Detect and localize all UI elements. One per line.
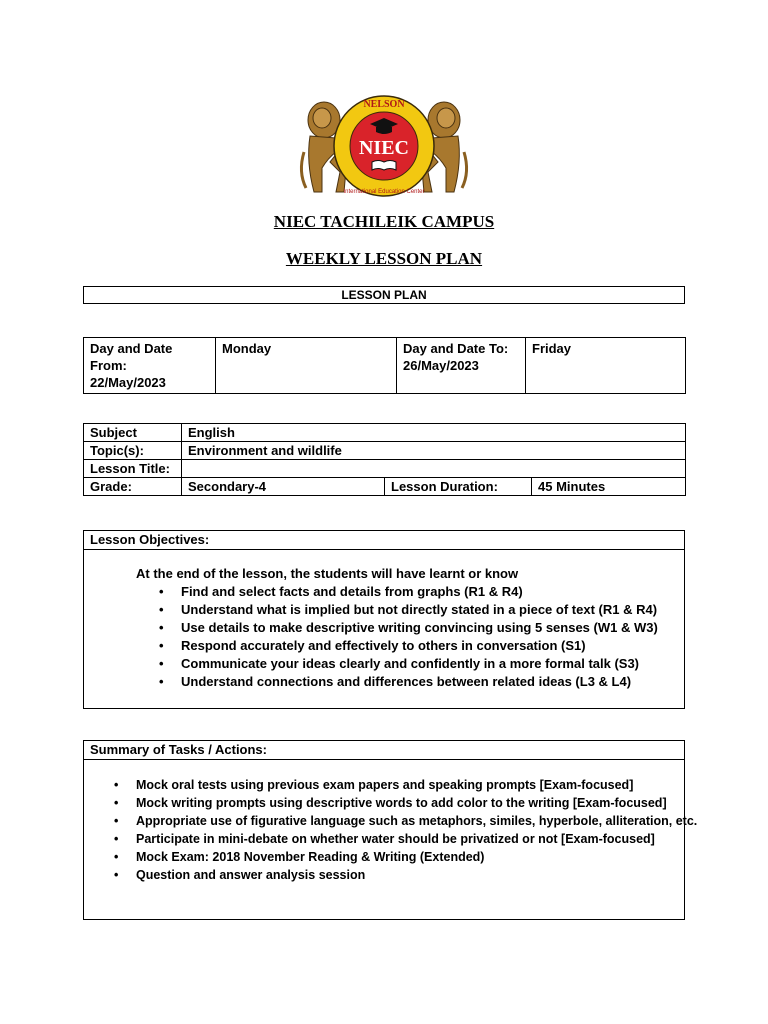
logo-center-text: NIEC — [358, 137, 410, 159]
to-day: Friday — [526, 338, 686, 394]
objectives-body — [136, 565, 658, 691]
bullet-icon: • — [114, 796, 119, 810]
bullet-icon: • — [114, 850, 119, 864]
bullet-icon: • — [114, 868, 119, 882]
tasks-label: Summary of Tasks / Actions: — [84, 741, 684, 760]
from-date: 22/May/2023 — [90, 375, 166, 390]
lesson-title-value — [182, 460, 686, 478]
objectives-label: Lesson Objectives: — [84, 531, 684, 550]
objective-item: • Understand what is implied but not directly stated in a piece of text (R1 & R4) — [159, 602, 658, 617]
plan-title: WEEKLY LESSON PLAN — [285, 249, 483, 268]
to-date: 26/May/2023 — [403, 358, 479, 373]
subject-value: English — [182, 424, 686, 442]
duration-value: 45 Minutes — [532, 478, 686, 496]
bullet-icon: • — [159, 674, 164, 689]
grade-label: Grade: — [84, 478, 182, 496]
bullet-icon: • — [114, 832, 119, 846]
dates-table — [83, 337, 686, 394]
task-item: • Appropriate use of figurative language such as metaphors, similes, hyperbole, alliteration, etc. — [114, 814, 698, 828]
from-label: Day and Date From: — [90, 341, 173, 373]
objective-item: • Understand connections and differences between related ideas (L3 & L4) — [159, 674, 632, 689]
bullet-icon: • — [159, 584, 164, 599]
to-label: Day and Date To: — [403, 341, 509, 356]
objectives-list — [159, 583, 658, 691]
info-table — [83, 423, 686, 496]
logo-ring-text: International Education Center — [343, 189, 425, 195]
niec-logo — [296, 92, 472, 200]
logo-top-text: NELSON — [363, 99, 405, 110]
duration-label: Lesson Duration: — [385, 478, 532, 496]
bullet-icon: • — [114, 814, 119, 828]
task-item: • Mock writing prompts using descriptive words to add color to the writing [Exam-focused] — [114, 796, 667, 810]
lesson-plan-header: LESSON PLAN — [83, 286, 685, 304]
grade-value: Secondary-4 — [182, 478, 385, 496]
objective-item: • Respond accurately and effectively to others in conversation (S1) — [159, 638, 586, 653]
campus-title: NIEC TACHILEIK CAMPUS — [273, 212, 495, 231]
topic-value: Environment and wildlife — [182, 442, 686, 460]
bullet-icon: • — [159, 620, 164, 635]
tasks-list — [114, 776, 698, 884]
to-cell — [397, 338, 526, 394]
bullet-icon: • — [159, 638, 164, 653]
tasks-body — [114, 776, 698, 884]
topic-label: Topic(s): — [84, 442, 182, 460]
from-cell — [84, 338, 216, 394]
objective-item: • Use details to make descriptive writing convincing using 5 senses (W1 & W3) — [159, 620, 658, 635]
task-item: • Mock oral tests using previous exam papers and speaking prompts [Exam-focused] — [114, 778, 634, 792]
task-item: • Question and answer analysis session — [114, 868, 366, 882]
bullet-icon: • — [159, 602, 164, 617]
task-item: • Participate in mini-debate on whether water should be privatized or not [Exam-focused] — [114, 832, 655, 846]
objectives-intro: At the end of the lesson, the students will have learnt or know — [136, 566, 519, 581]
from-day: Monday — [216, 338, 397, 394]
bullet-icon: • — [114, 778, 119, 792]
objective-item: • Communicate your ideas clearly and confidently in a more formal talk (S3) — [159, 656, 640, 671]
bullet-icon: • — [159, 656, 164, 671]
subject-label: Subject — [84, 424, 182, 442]
lesson-title-label: Lesson Title: — [84, 460, 182, 478]
book-icon — [372, 161, 396, 171]
task-item: • Mock Exam: 2018 November Reading & Writing (Extended) — [114, 850, 485, 864]
objective-item: • Find and select facts and details from graphs (R1 & R4) — [159, 584, 523, 599]
